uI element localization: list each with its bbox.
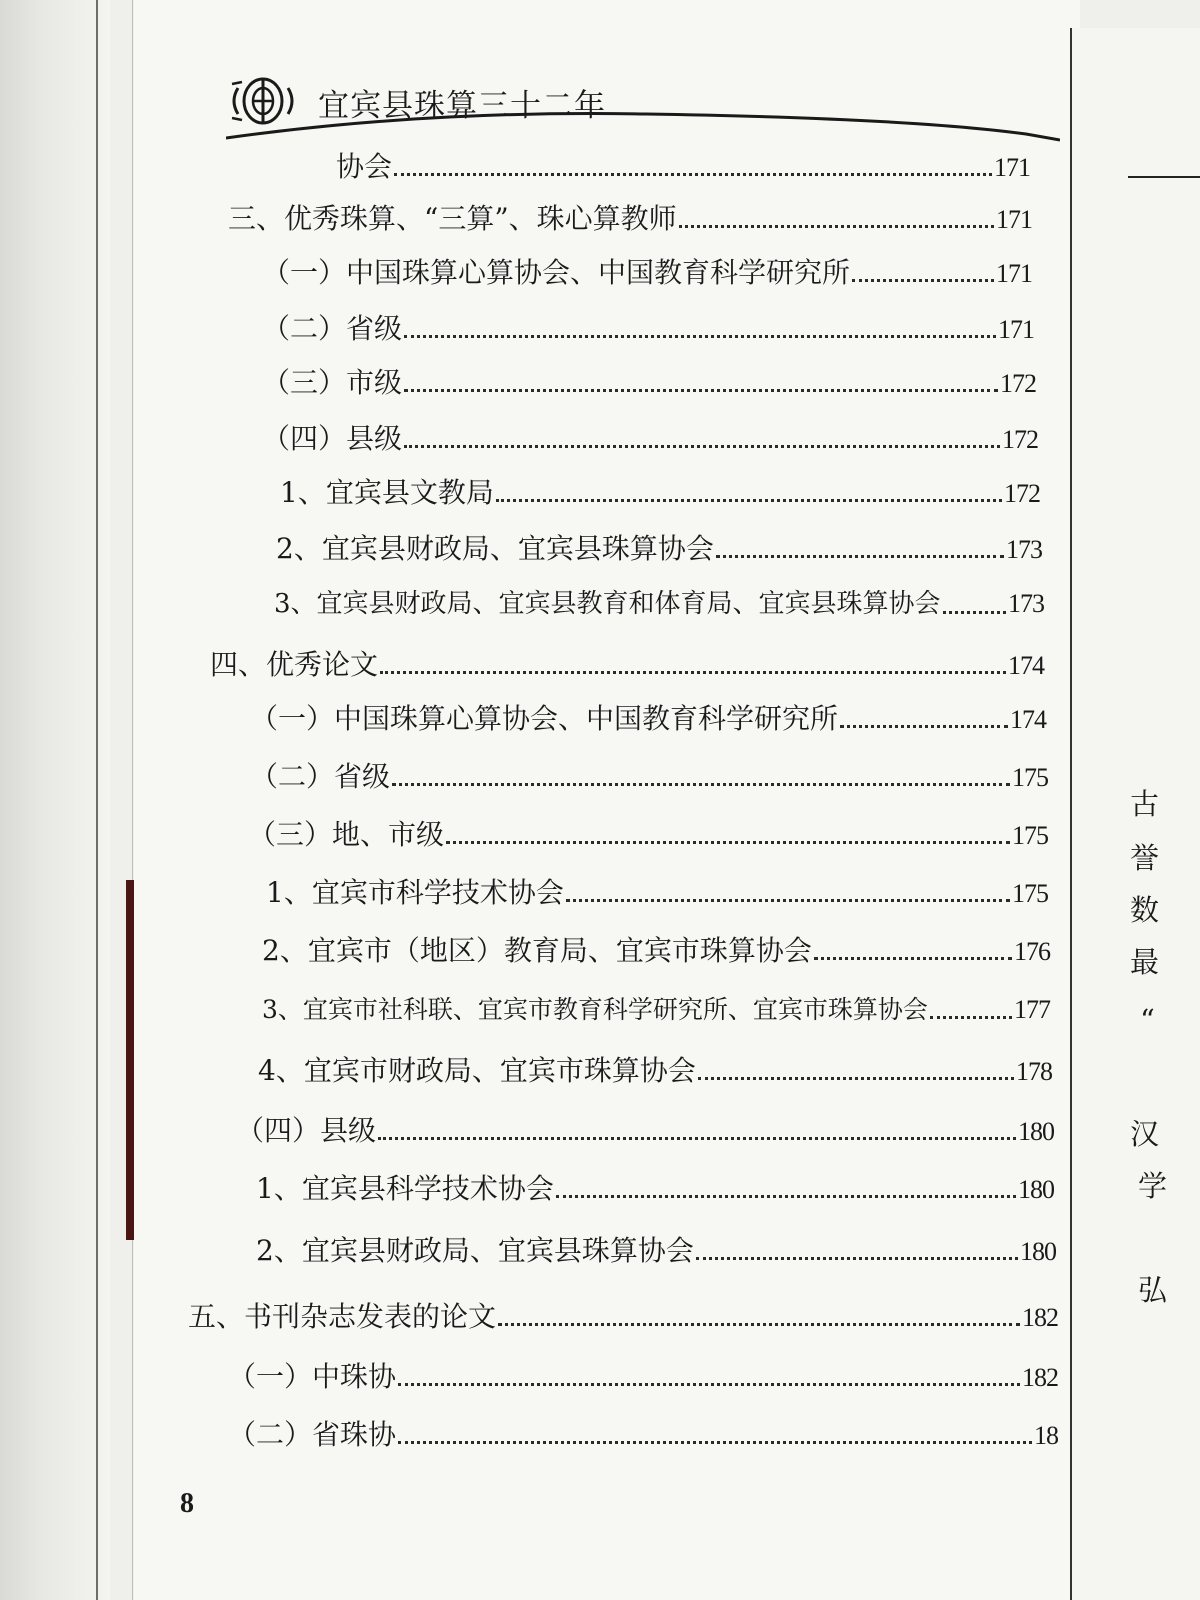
toc-leader-dots bbox=[698, 1077, 1014, 1080]
toc-entry[interactable] bbox=[262, 934, 1050, 968]
toc-entry-label: （四）县级 bbox=[236, 1114, 377, 1147]
toc-leader-dots bbox=[840, 725, 1008, 728]
toc-leader-dots bbox=[679, 225, 994, 228]
toc-leader-dots bbox=[814, 957, 1012, 960]
toc-entry-page: 18 bbox=[1034, 1421, 1058, 1450]
header-title: 宜宾县珠算三十二年 bbox=[318, 88, 606, 124]
toc-entry-label: （一）中国珠算心算协会、中国教育科学研究所 bbox=[262, 256, 851, 289]
toc-entry-label: （三）地、市级 bbox=[248, 818, 445, 851]
toc-leader-dots bbox=[930, 1016, 1012, 1019]
toc-entry[interactable] bbox=[228, 1360, 1058, 1394]
toc-entry[interactable] bbox=[228, 1418, 1058, 1452]
facing-page-char: 弘 bbox=[1138, 1273, 1168, 1307]
toc-entry-label: 4、宜宾市财政局、宜宾市珠算协会 bbox=[258, 1054, 696, 1087]
toc-entry[interactable] bbox=[228, 202, 1032, 236]
toc-entry-page: 172 bbox=[1002, 425, 1038, 454]
facing-page-char: 最 bbox=[1130, 945, 1160, 979]
facing-page-char: 汉 bbox=[1130, 1117, 1160, 1151]
toc-entry-label: （二）省级 bbox=[250, 760, 391, 793]
facing-page-char: 誉 bbox=[1130, 841, 1160, 875]
toc-entry-page: 175 bbox=[1012, 821, 1048, 850]
toc-entry-page: 173 bbox=[1008, 589, 1044, 618]
toc-entry-label: 四、优秀论文 bbox=[210, 648, 379, 681]
toc-entry-label: （二）省级 bbox=[262, 312, 403, 345]
toc-entry-label: （一）中国珠算心算协会、中国教育科学研究所 bbox=[250, 702, 839, 735]
toc-entry-page: 171 bbox=[996, 259, 1032, 288]
toc-entry-page: 178 bbox=[1016, 1057, 1052, 1086]
toc-leader-dots bbox=[404, 445, 1000, 448]
facing-page-char: 学 bbox=[1138, 1169, 1168, 1203]
toc-entry[interactable] bbox=[236, 1114, 1054, 1148]
toc-entry[interactable] bbox=[258, 1054, 1052, 1088]
toc-entry-label: 1、宜宾市科学技术协会 bbox=[266, 876, 564, 909]
toc-leader-dots bbox=[496, 499, 1002, 502]
toc-entry[interactable] bbox=[262, 366, 1036, 400]
toc-leader-dots bbox=[566, 899, 1010, 902]
toc-entry-label: 2、宜宾县财政局、宜宾县珠算协会 bbox=[256, 1234, 694, 1267]
toc-entry-label: （三）市级 bbox=[262, 366, 403, 399]
toc-entry-label: 3、宜宾市社科联、宜宾市教育科学研究所、宜宾市珠算协会 bbox=[262, 995, 928, 1024]
toc-entry-page: 175 bbox=[1012, 763, 1048, 792]
toc-entry-label: 五、书刊杂志发表的论文 bbox=[188, 1300, 497, 1333]
toc-leader-dots bbox=[398, 1383, 1020, 1386]
toc-leader-dots bbox=[404, 335, 996, 338]
page-number: 8 bbox=[180, 1488, 194, 1519]
toc-entry-page: 172 bbox=[1004, 479, 1040, 508]
facing-page-char: 数 bbox=[1130, 893, 1160, 927]
toc-entry-page: 180 bbox=[1018, 1117, 1054, 1146]
toc-entry-label: 三、优秀珠算、“三算”、珠心算教师 bbox=[228, 202, 677, 235]
toc-entry-label: 1、宜宾县科学技术协会 bbox=[256, 1172, 554, 1205]
toc-entry[interactable] bbox=[250, 702, 1046, 736]
facing-page-char: 古 bbox=[1130, 787, 1160, 821]
toc-entry-page: 171 bbox=[996, 205, 1032, 234]
toc-leader-dots bbox=[394, 173, 992, 176]
toc-leader-dots bbox=[380, 671, 1006, 674]
toc-entry[interactable] bbox=[248, 818, 1048, 852]
toc-leader-dots bbox=[498, 1323, 1020, 1326]
toc-leader-dots bbox=[378, 1137, 1016, 1140]
toc-entry-page: 180 bbox=[1018, 1175, 1054, 1204]
facing-page-char: “ bbox=[1140, 1003, 1155, 1037]
toc-entry[interactable] bbox=[210, 648, 1044, 682]
toc-entry[interactable] bbox=[256, 1234, 1056, 1268]
toc-leader-dots bbox=[404, 389, 998, 392]
toc-entry[interactable] bbox=[262, 422, 1038, 456]
toc-entry-page: 173 bbox=[1006, 535, 1042, 564]
toc-entry-page: 171 bbox=[998, 315, 1034, 344]
toc-entry-page: 174 bbox=[1008, 651, 1044, 680]
toc-entry-label: 2、宜宾县财政局、宜宾县珠算协会 bbox=[276, 532, 714, 565]
toc-entry[interactable] bbox=[266, 876, 1048, 910]
toc-leader-dots bbox=[943, 611, 1006, 614]
toc-entry-page: 171 bbox=[994, 153, 1030, 182]
toc-entry-page: 182 bbox=[1022, 1363, 1058, 1392]
toc-entry-page: 176 bbox=[1014, 937, 1050, 966]
toc-leader-dots bbox=[716, 555, 1004, 558]
toc-entry[interactable] bbox=[336, 150, 1030, 184]
toc-leader-dots bbox=[852, 279, 994, 282]
toc-entry[interactable] bbox=[274, 588, 1044, 620]
toc-entry-label: （四）县级 bbox=[262, 422, 403, 455]
toc-entry-page: 174 bbox=[1010, 705, 1046, 734]
toc-leader-dots bbox=[392, 783, 1010, 786]
toc-entry-page: 177 bbox=[1014, 995, 1050, 1024]
toc-entry[interactable] bbox=[276, 532, 1042, 566]
toc-entry-label: 3、宜宾县财政局、宜宾县教育和体育局、宜宾县珠算协会 bbox=[274, 589, 941, 619]
toc-leader-dots bbox=[696, 1257, 1018, 1260]
toc-entry-label: （一）中珠协 bbox=[228, 1360, 397, 1393]
toc-entry-label: 协会 bbox=[336, 150, 393, 183]
toc-entry[interactable] bbox=[250, 760, 1048, 794]
toc-entry-page: 180 bbox=[1020, 1237, 1056, 1266]
toc-entry[interactable] bbox=[188, 1300, 1058, 1334]
toc-entry[interactable] bbox=[262, 256, 1032, 290]
toc-entry-label: 2、宜宾市（地区）教育局、宜宾市珠算协会 bbox=[262, 934, 812, 967]
toc-entry[interactable] bbox=[262, 994, 1050, 1025]
toc-entry-label: 1、宜宾县文教局 bbox=[280, 476, 494, 509]
toc-entry-page: 172 bbox=[1000, 369, 1036, 398]
toc-leader-dots bbox=[556, 1195, 1016, 1198]
toc-entry[interactable] bbox=[256, 1172, 1054, 1206]
toc-leader-dots bbox=[398, 1441, 1032, 1444]
toc-leader-dots bbox=[446, 841, 1010, 844]
toc-entry[interactable] bbox=[280, 476, 1040, 510]
toc-entry-page: 182 bbox=[1022, 1303, 1058, 1332]
toc-entry-label: （二）省珠协 bbox=[228, 1418, 397, 1451]
toc-entry-page: 175 bbox=[1012, 879, 1048, 908]
toc-entry[interactable] bbox=[262, 312, 1034, 346]
